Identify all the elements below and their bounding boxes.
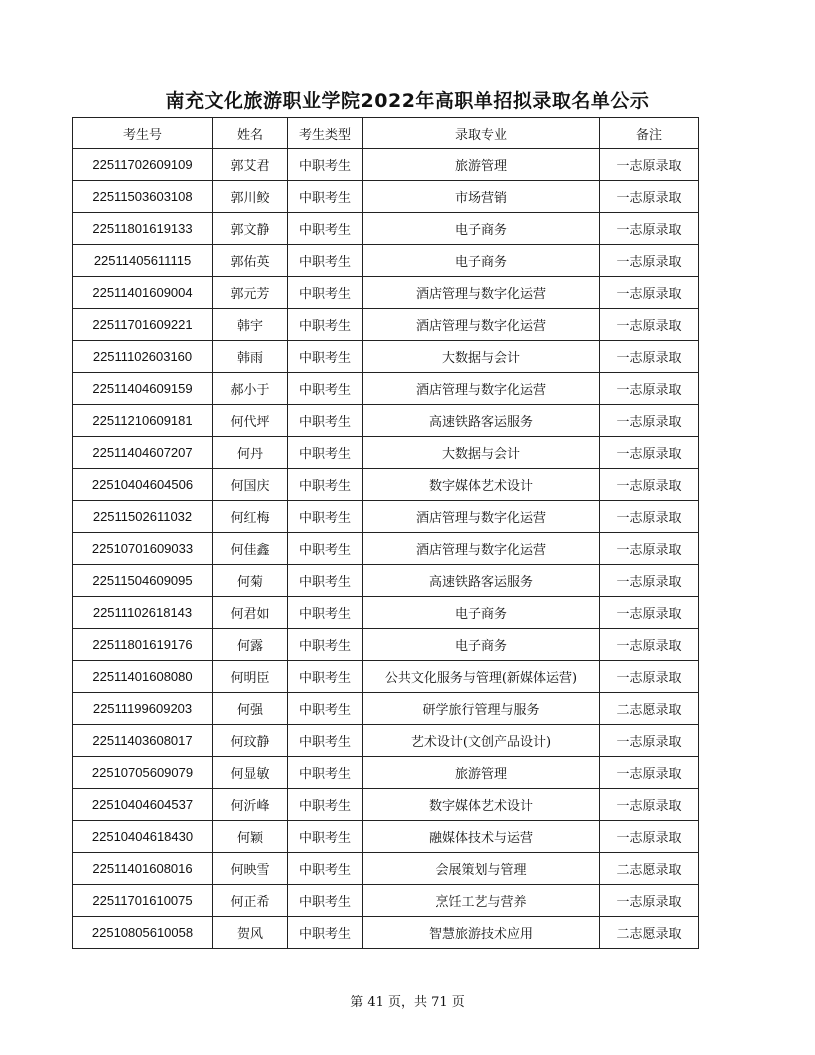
cell-remark: 二志愿录取 — [600, 917, 699, 949]
table-row — [73, 565, 699, 597]
table-row — [73, 853, 699, 885]
table-row — [73, 917, 699, 949]
cell-major: 智慧旅游技术应用 — [363, 917, 600, 949]
cell-remark: 一志原录取 — [600, 469, 699, 501]
cell-exam-id: 22511210609181 — [73, 405, 213, 437]
table-row — [73, 277, 699, 309]
cell-major: 酒店管理与数字化运营 — [363, 373, 600, 405]
cell-candidate-type: 中职考生 — [288, 181, 363, 213]
cell-candidate-type: 中职考生 — [288, 469, 363, 501]
cell-remark: 一志原录取 — [600, 245, 699, 277]
cell-name: 何颖 — [213, 821, 288, 853]
cell-exam-id: 22511405611115 — [73, 245, 213, 277]
cell-candidate-type: 中职考生 — [288, 501, 363, 533]
cell-major: 艺术设计(文创产品设计) — [363, 725, 600, 757]
table-row — [73, 149, 699, 181]
cell-exam-id: 22511702609109 — [73, 149, 213, 181]
cell-remark: 一志原录取 — [600, 437, 699, 469]
cell-remark: 一志原录取 — [600, 821, 699, 853]
cell-exam-id: 22511401608080 — [73, 661, 213, 693]
cell-name: 何菊 — [213, 565, 288, 597]
table-row — [73, 309, 699, 341]
cell-remark: 二志愿录取 — [600, 853, 699, 885]
table-row — [73, 373, 699, 405]
cell-candidate-type: 中职考生 — [288, 757, 363, 789]
table-row — [73, 437, 699, 469]
cell-candidate-type: 中职考生 — [288, 309, 363, 341]
cell-remark: 一志原录取 — [600, 533, 699, 565]
cell-candidate-type: 中职考生 — [288, 821, 363, 853]
cell-remark: 一志原录取 — [600, 565, 699, 597]
table-row — [73, 725, 699, 757]
cell-candidate-type: 中职考生 — [288, 373, 363, 405]
table-row — [73, 693, 699, 725]
cell-candidate-type: 中职考生 — [288, 853, 363, 885]
cell-remark: 一志原录取 — [600, 309, 699, 341]
cell-remark: 一志原录取 — [600, 277, 699, 309]
cell-exam-id: 22511701609221 — [73, 309, 213, 341]
cell-candidate-type: 中职考生 — [288, 565, 363, 597]
cell-remark: 一志原录取 — [600, 149, 699, 181]
cell-major: 旅游管理 — [363, 757, 600, 789]
header-name: 姓名 — [213, 118, 288, 149]
cell-name: 何映雪 — [213, 853, 288, 885]
header-exam-id: 考生号 — [73, 118, 213, 149]
cell-exam-id: 22511502611032 — [73, 501, 213, 533]
cell-name: 郭艾君 — [213, 149, 288, 181]
cell-exam-id: 22510404604537 — [73, 789, 213, 821]
cell-major: 高速铁路客运服务 — [363, 565, 600, 597]
cell-name: 郭元芳 — [213, 277, 288, 309]
cell-candidate-type: 中职考生 — [288, 629, 363, 661]
cell-exam-id: 22511801619176 — [73, 629, 213, 661]
cell-name: 郭佑英 — [213, 245, 288, 277]
cell-remark: 一志原录取 — [600, 629, 699, 661]
cell-remark: 一志原录取 — [600, 885, 699, 917]
cell-exam-id: 22510404604506 — [73, 469, 213, 501]
table-row — [73, 661, 699, 693]
cell-exam-id: 22510404618430 — [73, 821, 213, 853]
cell-candidate-type: 中职考生 — [288, 277, 363, 309]
cell-name: 何明臣 — [213, 661, 288, 693]
cell-name: 何丹 — [213, 437, 288, 469]
cell-name: 韩雨 — [213, 341, 288, 373]
cell-name: 贺风 — [213, 917, 288, 949]
cell-name: 何强 — [213, 693, 288, 725]
table-row — [73, 597, 699, 629]
cell-remark: 一志原录取 — [600, 405, 699, 437]
cell-exam-id: 22511404609159 — [73, 373, 213, 405]
cell-exam-id: 22511102603160 — [73, 341, 213, 373]
header-major: 录取专业 — [363, 118, 600, 149]
cell-major: 酒店管理与数字化运营 — [363, 309, 600, 341]
table-row — [73, 885, 699, 917]
cell-major: 会展策划与管理 — [363, 853, 600, 885]
cell-major: 高速铁路客运服务 — [363, 405, 600, 437]
cell-candidate-type: 中职考生 — [288, 533, 363, 565]
cell-candidate-type: 中职考生 — [288, 789, 363, 821]
table-row — [73, 821, 699, 853]
cell-name: 何沂峰 — [213, 789, 288, 821]
table-row — [73, 629, 699, 661]
cell-name: 郭川鲛 — [213, 181, 288, 213]
cell-name: 何佳鑫 — [213, 533, 288, 565]
cell-major: 酒店管理与数字化运营 — [363, 277, 600, 309]
cell-remark: 一志原录取 — [600, 341, 699, 373]
cell-candidate-type: 中职考生 — [288, 693, 363, 725]
cell-candidate-type: 中职考生 — [288, 597, 363, 629]
cell-remark: 一志原录取 — [600, 725, 699, 757]
cell-remark: 一志原录取 — [600, 501, 699, 533]
cell-remark: 二志愿录取 — [600, 693, 699, 725]
cell-major: 研学旅行管理与服务 — [363, 693, 600, 725]
cell-remark: 一志原录取 — [600, 789, 699, 821]
cell-name: 何玟静 — [213, 725, 288, 757]
cell-remark: 一志原录取 — [600, 757, 699, 789]
cell-name: 何国庆 — [213, 469, 288, 501]
cell-major: 公共文化服务与管理(新媒体运营) — [363, 661, 600, 693]
cell-name: 何君如 — [213, 597, 288, 629]
cell-remark: 一志原录取 — [600, 181, 699, 213]
cell-exam-id: 22511503603108 — [73, 181, 213, 213]
cell-name: 韩宇 — [213, 309, 288, 341]
cell-name: 何代坪 — [213, 405, 288, 437]
table-row — [73, 469, 699, 501]
cell-candidate-type: 中职考生 — [288, 661, 363, 693]
table-row — [73, 405, 699, 437]
cell-major: 酒店管理与数字化运营 — [363, 533, 600, 565]
cell-exam-id: 22510705609079 — [73, 757, 213, 789]
cell-exam-id: 22511199609203 — [73, 693, 213, 725]
table-row — [73, 213, 699, 245]
cell-major: 数字媒体艺术设计 — [363, 469, 600, 501]
cell-exam-id: 22511404607207 — [73, 437, 213, 469]
cell-major: 电子商务 — [363, 213, 600, 245]
cell-name: 何露 — [213, 629, 288, 661]
cell-major: 融媒体技术与运营 — [363, 821, 600, 853]
cell-candidate-type: 中职考生 — [288, 885, 363, 917]
cell-major: 电子商务 — [363, 245, 600, 277]
cell-exam-id: 22511403608017 — [73, 725, 213, 757]
cell-remark: 一志原录取 — [600, 373, 699, 405]
table-row — [73, 757, 699, 789]
cell-exam-id: 22511701610075 — [73, 885, 213, 917]
table-body — [73, 149, 699, 949]
page-number: 第 41 页，共 71 页 — [350, 995, 465, 1010]
cell-exam-id: 22511401608016 — [73, 853, 213, 885]
cell-major: 酒店管理与数字化运营 — [363, 501, 600, 533]
cell-exam-id: 22511504609095 — [73, 565, 213, 597]
table-row — [73, 789, 699, 821]
cell-candidate-type: 中职考生 — [288, 213, 363, 245]
cell-name: 郭文静 — [213, 213, 288, 245]
cell-name: 何正希 — [213, 885, 288, 917]
cell-major: 大数据与会计 — [363, 341, 600, 373]
cell-major: 电子商务 — [363, 629, 600, 661]
cell-name: 郝小于 — [213, 373, 288, 405]
admission-table — [72, 117, 699, 949]
cell-candidate-type: 中职考生 — [288, 341, 363, 373]
cell-exam-id: 22511102618143 — [73, 597, 213, 629]
table-row — [73, 245, 699, 277]
cell-major: 电子商务 — [363, 597, 600, 629]
table-header-row — [73, 118, 699, 149]
cell-exam-id: 22511801619133 — [73, 213, 213, 245]
cell-candidate-type: 中职考生 — [288, 725, 363, 757]
cell-candidate-type: 中职考生 — [288, 405, 363, 437]
cell-name: 何显敏 — [213, 757, 288, 789]
table-row — [73, 341, 699, 373]
cell-name: 何红梅 — [213, 501, 288, 533]
cell-major: 数字媒体艺术设计 — [363, 789, 600, 821]
cell-major: 旅游管理 — [363, 149, 600, 181]
cell-candidate-type: 中职考生 — [288, 245, 363, 277]
page-title: 南充文化旅游职业学院2022年高职单招拟录取名单公示 — [165, 90, 650, 112]
cell-candidate-type: 中职考生 — [288, 437, 363, 469]
header-remark: 备注 — [600, 118, 699, 149]
cell-exam-id: 22511401609004 — [73, 277, 213, 309]
cell-exam-id: 22510701609033 — [73, 533, 213, 565]
cell-candidate-type: 中职考生 — [288, 149, 363, 181]
table-row — [73, 533, 699, 565]
cell-remark: 一志原录取 — [600, 661, 699, 693]
cell-exam-id: 22510805610058 — [73, 917, 213, 949]
cell-major: 烹饪工艺与营养 — [363, 885, 600, 917]
table-row — [73, 501, 699, 533]
cell-remark: 一志原录取 — [600, 597, 699, 629]
cell-candidate-type: 中职考生 — [288, 917, 363, 949]
cell-remark: 一志原录取 — [600, 213, 699, 245]
table-row — [73, 181, 699, 213]
cell-major: 大数据与会计 — [363, 437, 600, 469]
cell-major: 市场营销 — [363, 181, 600, 213]
header-candidate-type: 考生类型 — [288, 118, 363, 149]
